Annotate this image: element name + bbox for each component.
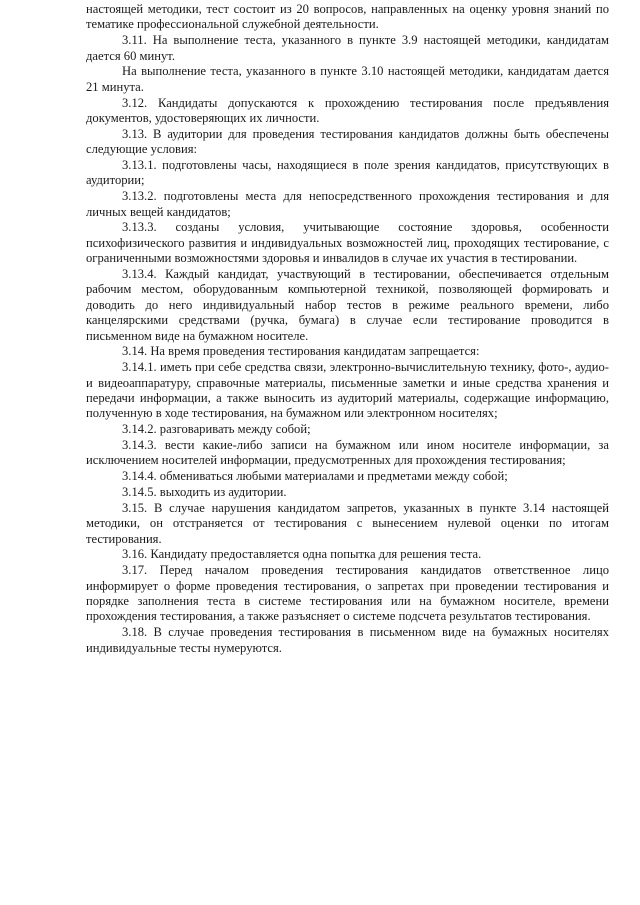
paragraph-3-18: 3.18. В случае проведения тестирования в письменном виде на бумажных носителях индивидуальные тесты нумеруются. — [86, 625, 609, 655]
paragraph-3-11-second: На выполнение теста, указанного в пункте 3.10 настоящей методики, кандидатам дается 21 минута. — [86, 64, 609, 94]
paragraph-3-14-3: 3.14.3. вести какие-либо записи на бумажном или ином носителе информации, за исключением носителей информации, предусмотренных для прохождения тестирования; — [86, 438, 609, 468]
paragraph-3-12: 3.12. Кандидаты допускаются к прохождению тестирования после предъявления документов, удостоверяющих их личности. — [86, 95, 609, 126]
paragraph-3-13-3: 3.13.3. созданы условия, учитывающие состояние здоровья, особенности психофизического развития и индивидуальных возможностей лиц, проходящих тестирование, с ограниченными возможностями здоровья и инвалидов в случае их участия в тестировании. — [86, 220, 609, 266]
paragraph-3-13-2: 3.13.2. подготовлены места для непосредственного прохождения тестирования и для личных вещей кандидатов; — [86, 189, 609, 219]
paragraph-3-16: 3.16. Кандидату предоставляется одна попытка для решения теста. — [122, 547, 482, 562]
paragraph-3-14-4: 3.14.4. обмениваться любыми материалами и предметами между собой; — [122, 469, 508, 484]
paragraph-3-14-1: 3.14.1. иметь при себе средства связи, электронно-вычислительную технику, фото-, аудио- и видеоаппаратуру, справочные материалы, письменные заметки и иные средства хранения и передачи информации, а также выносить из аудиторий материалы, содержащие информацию, полученную в ходе тестирования, на бумажном или электронном носителях; — [86, 360, 609, 421]
paragraph-3-17: 3.17. Перед началом проведения тестирования кандидатов ответственное лицо информирует о форме проведения тестирования, о запретах при проведении тестирования и порядке заполнения теста в системе тестирования или на бумажном носителе, времени прохождения тестирования, а также разъясняет о системе подсчета результатов тестирования. — [86, 563, 609, 624]
paragraph-continuation: настоящей методики, тест состоит из 20 вопросов, направленных на оценку уровня знаний по тематике профессиональной служебной деятельности. — [86, 2, 609, 32]
paragraph-3-14-5: 3.14.5. выходить из аудитории. — [122, 485, 287, 500]
paragraph-3-11: 3.11. На выполнение теста, указанного в пункте 3.9 настоящей методики, кандидатам дается 60 минут. — [86, 33, 609, 63]
document-body — [86, 2, 609, 656]
paragraph-3-13-4: 3.13.4. Каждый кандидат, участвующий в тестировании, обеспечивается отдельным рабочим местом, оборудованным компьютерной техникой, позволяющей формировать и доводить до него индивидуальный набор тестов в режиме реального времени, либо канцелярскими средствами (ручка, бумага) в случае если тестирование проводится в письменном виде на бумажном носителе. — [86, 267, 609, 343]
paragraph-3-15: 3.15. В случае нарушения кандидатом запретов, указанных в пункте 3.14 настоящей методики, он отстраняется от тестирования с вынесением нулевой оценки по итогам тестирования. — [86, 500, 609, 546]
paragraph-3-13: 3.13. В аудитории для проведения тестирования кандидатов должны быть обеспечены следующие условия: — [86, 126, 609, 157]
paragraph-3-14-2: 3.14.2. разговаривать между собой; — [122, 422, 311, 437]
paragraph-3-14: 3.14. На время проведения тестирования кандидатам запрещается: — [122, 344, 480, 359]
paragraph-3-13-1: 3.13.1. подготовлены часы, находящиеся в поле зрения кандидатов, присутствующих в аудитории; — [86, 158, 609, 188]
